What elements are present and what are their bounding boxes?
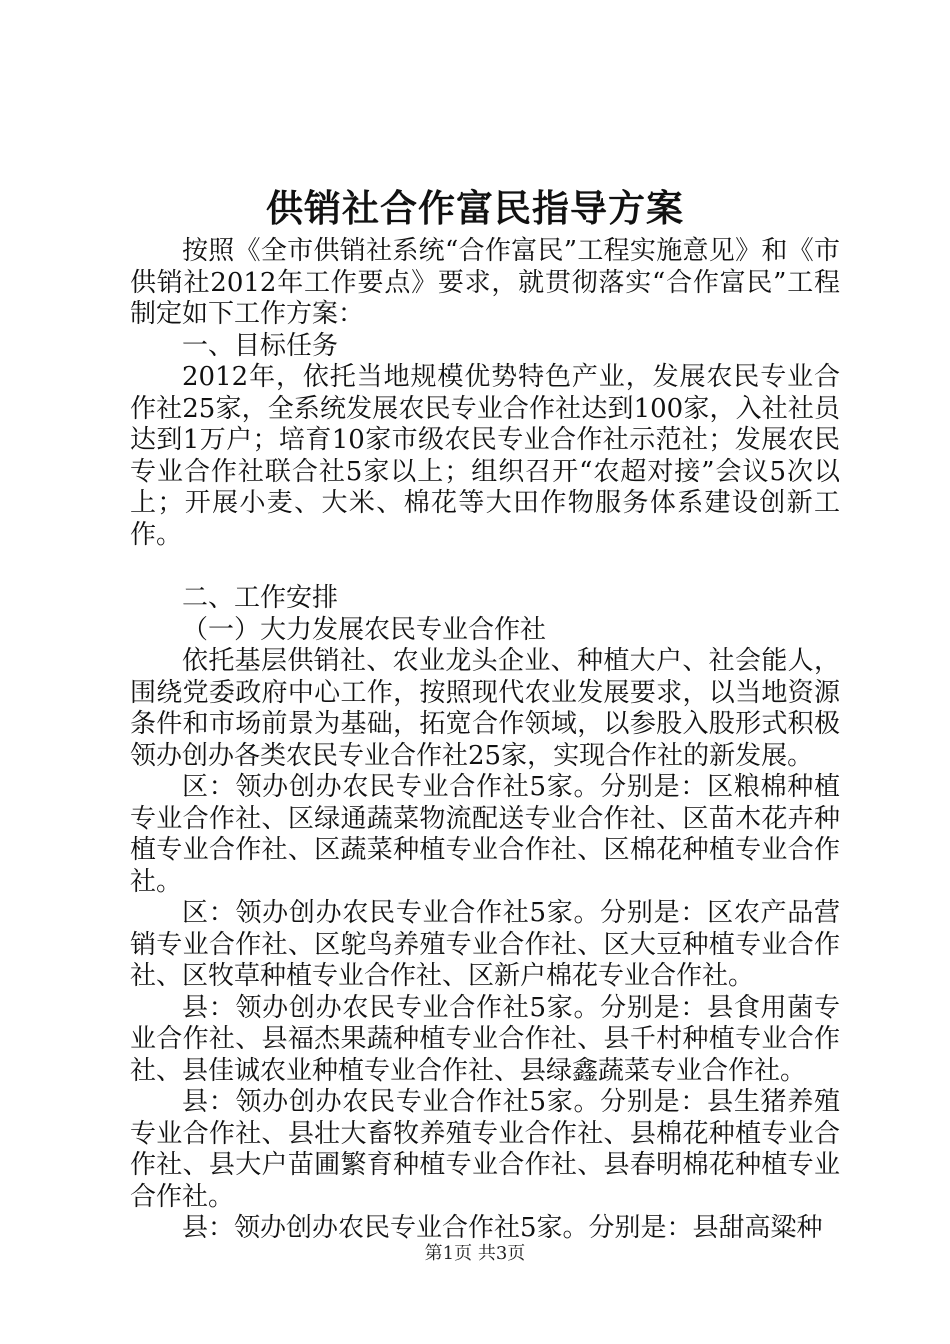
paragraph-goals: 2012年，依托当地规模优势特色产业，发展农民专业合作社25家，全系统发展农民专业合作社达到100家，入社社员达到1万户；培育10家市级农民专业合作社示范社；发展农民专业合作社联合社5家以上；组织召开“农超对接”会议5次以上；开展小麦、大米、棉花等大田作物服务体系建设创新工作。	[130, 362, 840, 550]
paragraph-district-2: 区：领办创办农民专业合作社5家。分别是：区农产品营销专业合作社、区鸵鸟养殖专业合作社、区大豆种植专业合作社、区牧草种植专业合作社、区新户棉花专业合作社。	[130, 898, 840, 991]
section-heading-goals: 一、目标任务	[182, 330, 339, 361]
subsection-heading-cooperatives: （一）大力发展农民专业合作社	[182, 614, 547, 645]
paragraph-district-1: 区：领办创办农民专业合作社5家。分别是：区粮棉种植专业合作社、区绿通蔬菜物流配送专业合作社、区苗木花卉种植专业合作社、区蔬菜种植专业合作社、区棉花种植专业合作社。	[130, 772, 840, 897]
document-body	[130, 236, 840, 1245]
paragraph-intro: 按照《全市供销社系统“合作富民”工程实施意见》和《市供销社2012年工作要点》要求，就贯彻落实“合作富民”工程制定如下工作方案：	[130, 236, 840, 329]
paragraph-cooperatives: 依托基层供销社、农业龙头企业、种植大户、社会能人，围绕党委政府中心工作，按照现代农业发展要求，以当地资源条件和市场前景为基础，拓宽合作领域，以参股入股形式积极领办创办各类农民专业合作社25家，实现合作社的新发展。	[130, 646, 840, 771]
section-heading-arrangement: 二、工作安排	[182, 583, 339, 613]
paragraph-county-3: 县：领办创办农民专业合作社5家。分别是：县甜高粱种	[182, 1213, 823, 1243]
paragraph-county-1: 县：领办创办农民专业合作社5家。分别是：县食用菌专业合作社、县福杰果蔬种植专业合作社、县千村种植专业合作社、县佳诚农业种植专业合作社、县绿鑫蔬菜专业合作社。	[130, 992, 840, 1086]
document-title: 供销社合作富民指导方案	[266, 186, 684, 230]
paragraph-county-2: 县：领办创办农民专业合作社5家。分别是：县生猪养殖专业合作社、县壮大畜牧养殖专业合作社、县棉花种植专业合作社、县大户苗圃繁育种植专业合作社、县春明棉花种植专业合作社。	[130, 1087, 840, 1212]
page-number-footer: 第1页 共3页	[424, 1243, 526, 1264]
